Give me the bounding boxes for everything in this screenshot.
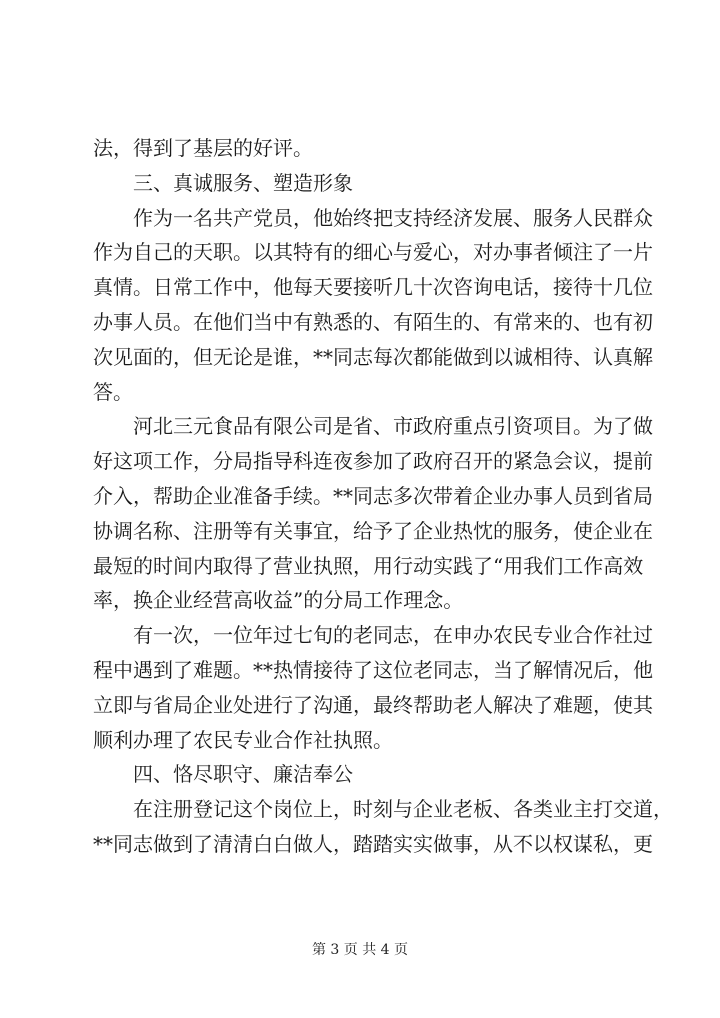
text-line: 作为自己的天职。以其特有的细心与爱心，对办事者倾注了一片 xyxy=(93,240,653,265)
text-line: 立即与省局企业处进行了沟通，最终帮助老人解决了难题，使其 xyxy=(93,692,653,717)
text-line: 河北三元食品有限公司是省、市政府重点引资项目。为了做 xyxy=(133,414,653,439)
text-line: 次见面的，但无论是谁，**同志每次都能做到以诚相待、认真解 xyxy=(93,344,653,369)
text-line: 有一次，一位年过七旬的老同志，在申办农民专业合作社过 xyxy=(133,623,653,648)
page-footer xyxy=(0,940,720,960)
text-line: 在注册登记这个岗位上，时刻与企业老板、各类业主打交道， xyxy=(133,797,673,822)
text-line: 程中遇到了难题。**热情接待了这位老同志，当了解情况后，他 xyxy=(93,657,653,682)
page-number: 第 3 页 共 4 页 xyxy=(311,942,409,958)
text-line: 介入，帮助企业准备手续。**同志多次带着企业办事人员到省局 xyxy=(93,483,653,508)
text-line: 真情。日常工作中，他每天要接听几十次咨询电话，接待十几位 xyxy=(93,275,653,300)
text-line: 最短的时间内取得了营业执照，用行动实践了“用我们工作高效 xyxy=(93,553,644,578)
text-line: 作为一名共产党员，他始终把支持经济发展、服务人民群众 xyxy=(133,205,653,230)
text-line: 办事人员。在他们当中有熟悉的、有陌生的、有常来的、也有初 xyxy=(93,309,653,334)
text-line: 协调名称、注册等有关事宜，给予了企业热忱的服务，使企业在 xyxy=(93,518,653,543)
text-line: 率，换企业经营高收益”的分局工作理念。 xyxy=(93,588,464,613)
text-line: 顺利办理了农民专业合作社执照。 xyxy=(93,727,393,752)
text-line: 四、恪尽职守、廉洁奉公 xyxy=(133,762,353,787)
text-line: 答。 xyxy=(93,379,133,404)
text-line: 法，得到了基层的好评。 xyxy=(93,136,313,160)
text-line: **同志做到了清清白白做人，踏踏实实做事，从不以权谋私，更 xyxy=(93,831,653,856)
text-line: 好这项工作，分局指导科连夜参加了政府召开的紧急会议，提前 xyxy=(93,449,653,474)
text-line: 三、真诚服务、塑造形象 xyxy=(133,170,353,195)
body-text xyxy=(93,131,673,862)
